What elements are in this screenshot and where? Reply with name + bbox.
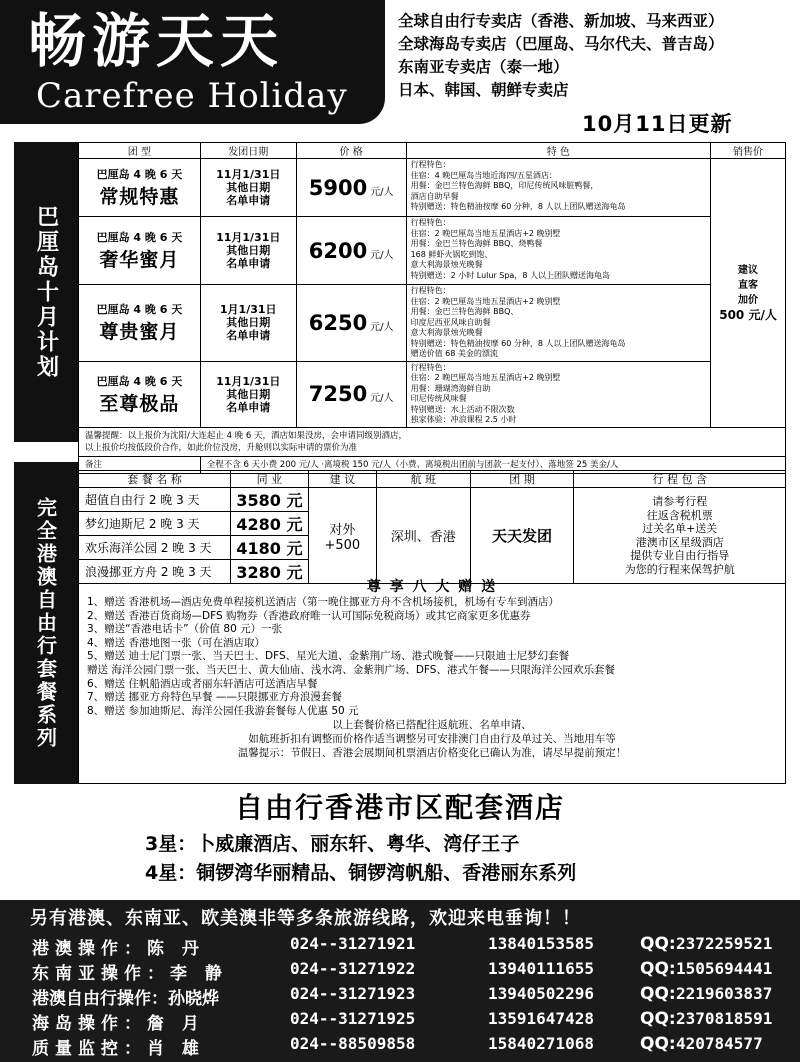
footnote-line: 以上套餐价格已搭配往返航班、名单申请、 xyxy=(332,719,532,732)
feature-line: 用餐：珊瑚湾海鲜自助 xyxy=(410,383,491,393)
feature-cell xyxy=(406,285,710,362)
table-row xyxy=(79,159,786,217)
contact-qq: 420784577 xyxy=(676,1034,763,1053)
feature-line: 特别赠送：特色精油按摩 60 分种，8 人以上团队赠送海龟岛 xyxy=(410,202,626,211)
contact-tel: 024--31271925 xyxy=(290,1009,416,1028)
store-item: 全球海岛专卖店（巴厘岛、马尔代夫、普吉岛） xyxy=(398,35,724,53)
date-text: 11月1/31日 xyxy=(216,231,281,244)
gift-item: 7、赠送 挪亚方舟特色早餐 ——只限挪亚方舟浪漫套餐 xyxy=(87,691,342,704)
price-value: 7250 xyxy=(308,382,368,406)
date-text: 其他日期 xyxy=(226,244,271,257)
feature-line: 特别赠送：2 小时 Lulur Spa，8 人以上团队赠送海龟岛 xyxy=(410,270,610,280)
bali-table xyxy=(78,142,786,474)
contact-row xyxy=(0,959,800,983)
feature-line: 独家体验：冲浪课程 2.5 小时 xyxy=(410,415,517,424)
update-date: 10月11日更新 xyxy=(582,112,733,136)
table-row xyxy=(79,361,786,427)
include-item: 提供专业自由行指导 xyxy=(630,549,730,562)
contact-mobile: 13940111655 xyxy=(488,959,594,978)
feature-line: 意大利海景烛光晚餐 xyxy=(410,328,483,337)
store-item: 全球自由行专卖店（香港、新加坡、马来西亚） xyxy=(398,12,724,30)
sale-text: 直客 xyxy=(738,279,759,291)
trade-price: 4180 元 xyxy=(230,536,308,560)
feature-line: 168 鲜虾火锅吃到饱、 xyxy=(410,249,493,259)
package-title: 奢华蜜月 xyxy=(99,249,180,271)
feature-line: 行程特色： xyxy=(410,160,451,169)
package-cell xyxy=(79,159,201,217)
date-text: 其他日期 xyxy=(226,387,271,401)
sale-price-cell xyxy=(711,159,786,428)
package-name: 超值自由行 2 晚 3 天 xyxy=(79,488,231,512)
contact-mobile: 13591647428 xyxy=(488,1009,594,1028)
column-header: 套 餐 名 称 xyxy=(79,471,231,488)
include-item: 往返含税机票 xyxy=(646,508,713,522)
hk-section-title: 完全港澳自由行套餐系列 xyxy=(14,462,78,784)
feature-line: 意大利海景烛光晚餐 xyxy=(410,260,483,269)
include-item: 请参考行程 xyxy=(652,495,708,508)
contact-role: 港澳自由行操作：孙晓烨 xyxy=(32,989,219,1009)
qq-label: QQ: xyxy=(640,959,676,979)
table-row xyxy=(79,285,786,362)
price-cell xyxy=(296,361,406,427)
store-item: 日本、韩国、朝鲜专卖店 xyxy=(398,81,569,99)
bali-section-title: 巴厘岛十月计划 xyxy=(14,142,78,442)
contact-mobile: 13940502296 xyxy=(488,984,594,1003)
contact-row xyxy=(0,1034,800,1058)
note-line: 以上报价均按低段价合作，如此价位没房，升舱则以实际申请的票价为准 xyxy=(85,442,358,453)
package-title: 尊贵蜜月 xyxy=(99,321,180,344)
feature-line: 印尼传统风味餐 xyxy=(410,394,467,403)
package-title: 常规特惠 xyxy=(99,186,180,208)
remark-label: 备注 xyxy=(79,456,201,473)
feature-line: 住宿：2 晚巴厘岛当地五星酒店+2 晚别墅 xyxy=(410,228,561,238)
price-unit: 元/人 xyxy=(370,186,394,198)
trade-price: 3580 元 xyxy=(230,488,308,512)
gift-item: 6、赠送 住帆船酒店或者丽东轩酒店可送酒店早餐 xyxy=(87,677,318,690)
package-name: 梦幻迪斯尼 2 晚 3 天 xyxy=(79,512,231,536)
remark-text: 全程不含 6 天小费 200 元/人 ·离境税 150 元/人（小费、离境税出团前与团款一起支付）、落地签 25 美金/人 xyxy=(200,456,785,473)
trade-price: 4280 元 xyxy=(230,512,308,536)
price-cell xyxy=(296,159,406,217)
feature-cell xyxy=(406,361,710,427)
gifts-list xyxy=(87,596,785,718)
contact-role: 海岛操作：詹 月 xyxy=(32,1014,205,1034)
contact-row xyxy=(0,984,800,1008)
sale-amount: 500 元/人 xyxy=(719,307,777,322)
feature-line: 赠送价值 68 美金的漂流 xyxy=(410,349,498,358)
feature-line: 印度尼西亚风味自助餐 xyxy=(410,317,491,327)
contact-qq: 1505694441 xyxy=(676,959,773,978)
note-line: 温馨提醒：以上报价为沈阳/大连起止 4 晚 6 天，酒店如果没房，会申请同级别酒店， xyxy=(85,430,407,441)
contact-tel: 024--31271922 xyxy=(290,959,416,978)
brand-name-en: Carefree Holiday xyxy=(36,76,348,116)
contact-row xyxy=(0,934,800,958)
feature-line: 用餐：金巴兰特色海鲜 BBQ、烧鸭餐 xyxy=(410,239,543,248)
column-header: 特 色 xyxy=(406,143,710,159)
hotels-title: 自由行香港市区配套酒店 xyxy=(234,791,565,824)
table-header-row xyxy=(79,143,786,159)
suggest-text: 对外 xyxy=(329,522,356,538)
contact-role: 质量监控：肖 雄 xyxy=(32,1039,205,1059)
brand-logo xyxy=(0,0,385,124)
column-header: 建 议 xyxy=(308,471,376,488)
feature-line: 住宿：2 晚巴厘岛当地五星酒店+2 晚别墅 xyxy=(410,373,561,382)
price-value: 6200 xyxy=(308,238,368,263)
package-cell xyxy=(79,217,201,285)
contact-tel: 024--88509858 xyxy=(290,1034,416,1053)
contact-mobile: 13840153585 xyxy=(488,934,594,953)
package-cell xyxy=(79,361,201,427)
feature-line: 用餐：金巴兰特色海鲜 BBQ，印尼传统风味脏鸭餐， xyxy=(410,181,599,190)
date-cell xyxy=(200,217,296,285)
feature-line: 行程特色： xyxy=(410,286,451,295)
date-text: 名单申请 xyxy=(226,329,271,343)
date-text: 11月1/31日 xyxy=(216,168,281,181)
contact-qq: 2370818591 xyxy=(676,1009,773,1028)
price-unit: 元/人 xyxy=(370,249,394,261)
gift-item: 2、赠送 香港百货商场—DFS 购物券（香港政府唯一认可国际免税商场）或其它商家更多优惠券 xyxy=(87,609,531,622)
hotels-3star: 3星：卜威廉酒店、丽东轩、粤华、湾仔王子 xyxy=(145,833,520,855)
price-unit: 元/人 xyxy=(370,393,394,404)
feature-cell xyxy=(406,159,710,217)
package-name: 浪漫挪亚方舟 2 晚 3 天 xyxy=(79,560,231,584)
column-header: 航 班 xyxy=(376,471,470,488)
column-header: 团 型 xyxy=(79,143,201,159)
package-subtitle: 巴厘岛 4 晚 6 天 xyxy=(96,231,183,244)
feature-line: 特别赠送：水上活动不限次数 xyxy=(410,404,515,414)
table-header-row xyxy=(79,471,786,488)
column-header: 团 期 xyxy=(470,471,574,488)
feature-line: 特别赠送：特色精油按摩 60 分种，8 人以上团队赠送海龟岛 xyxy=(410,338,626,348)
date-text: 1月1/31日 xyxy=(219,303,277,317)
sale-text: 建议 xyxy=(738,264,759,276)
include-item: 为您的行程来保驾护航 xyxy=(624,562,735,576)
gifts-footnote xyxy=(79,718,785,760)
contact-tel: 024--31271921 xyxy=(290,934,416,953)
notes-row xyxy=(79,427,786,456)
date-cell xyxy=(200,285,296,362)
package-name: 欢乐海洋公园 2 晚 3 天 xyxy=(79,536,231,560)
gift-item: 赠送 海洋公园门票一张、当天巴士、黄大仙庙、浅水湾、金紫荆广场、DFS、港式午餐——只限海洋公园欢乐套餐 xyxy=(87,663,615,676)
gift-item: 4、赠送 香港地图一张（可在酒店取） xyxy=(87,636,266,649)
footnote-line: 如航班折扣有调整而价格作适当调整另可安排澳门自由行及单过关、当地用车等 xyxy=(248,733,616,746)
price-unit: 元/人 xyxy=(370,321,394,333)
feature-line: 住宿：2 晚巴厘岛当地五星酒店+2 晚别墅 xyxy=(410,296,561,306)
contact-role: 东南亚操作：李 静 xyxy=(32,964,228,984)
qq-label: QQ: xyxy=(640,1034,676,1054)
feature-line: 行程特色： xyxy=(410,362,451,372)
package-cell xyxy=(79,285,201,362)
qq-label: QQ: xyxy=(640,1009,676,1029)
column-header: 销售价 xyxy=(711,143,786,159)
column-header: 价 格 xyxy=(296,143,406,159)
date-text: 11月1/31日 xyxy=(216,374,281,388)
trade-price: 3280 元 xyxy=(230,560,308,584)
footnote-line: 温馨提示：节假日、香港会展期间机票酒店价格变化已确认为准，请尽早提前预定！ xyxy=(237,747,627,760)
gifts-title: 尊 享 八 大 赠 送 xyxy=(366,579,498,595)
feature-cell xyxy=(406,217,710,285)
qq-label: QQ: xyxy=(640,984,676,1004)
contact-mobile: 15840271068 xyxy=(488,1034,594,1053)
contact-qq: 2219603837 xyxy=(676,984,773,1003)
tuan-cell: 天天发团 xyxy=(470,488,574,584)
package-subtitle: 巴厘岛 4 晚 6 天 xyxy=(96,374,183,388)
date-text: 其他日期 xyxy=(226,181,271,194)
date-cell xyxy=(200,361,296,427)
date-text: 名单申请 xyxy=(226,257,271,270)
gift-item: 5、赠送 迪士尼门票一张、当天巴士、DFS、星光大道、金紫荆广场、港式晚餐——只限迪士尼梦幻套餐 xyxy=(87,650,570,663)
contact-qq: 2372259521 xyxy=(676,934,773,953)
feature-line: 住宿：4 晚巴厘岛当地近海四/五星酒店： xyxy=(410,170,557,180)
package-title: 至尊极品 xyxy=(99,392,180,415)
package-subtitle: 巴厘岛 4 晚 6 天 xyxy=(96,168,183,181)
notes-cell xyxy=(79,427,786,456)
hotels-4star: 4星：铜锣湾华丽精品、铜锣湾帆船、香港丽东系列 xyxy=(145,862,577,884)
store-item: 东南亚专卖店（泰一地） xyxy=(398,58,569,76)
date-text: 名单申请 xyxy=(226,400,271,414)
contacts-panel xyxy=(0,900,800,1062)
date-text: 名单申请 xyxy=(226,194,271,207)
contact-row xyxy=(0,1009,800,1033)
table-row xyxy=(79,488,786,512)
column-header: 行 程 包 含 xyxy=(574,471,786,488)
contacts-slogan: 另有港澳、东南亚、欧美澳非等多条旅游线路，欢迎来电垂询！！ xyxy=(30,908,581,929)
brand-name-cn: 畅游天天 xyxy=(28,7,285,75)
table-row xyxy=(79,217,786,285)
hk-table xyxy=(78,470,786,584)
price-cell xyxy=(296,285,406,362)
contact-role: 港澳操作：陈 丹 xyxy=(32,939,205,959)
column-header: 发团日期 xyxy=(200,143,296,159)
suggest-text: +500 xyxy=(324,537,361,553)
contact-tel: 024--31271923 xyxy=(290,984,416,1003)
package-subtitle: 巴厘岛 4 晚 6 天 xyxy=(96,303,183,317)
gift-item: 1、赠送 香港机场—酒店免费单程接机送酒店（第一晚住挪亚方舟不含机场接机，机场有专车到酒店） xyxy=(87,596,560,608)
date-cell xyxy=(200,159,296,217)
price-value: 5900 xyxy=(308,175,368,200)
gifts-box xyxy=(78,570,786,784)
feature-line: 酒店自助早餐 xyxy=(410,191,459,201)
flight-cell: 深圳、香港 xyxy=(376,488,470,584)
price-value: 6250 xyxy=(308,310,368,335)
sale-text: 加价 xyxy=(738,294,759,306)
include-item: 过关名单+送关 xyxy=(642,522,718,535)
gift-item: 3、赠送“香港电话卡”（价值 80 元）一张 xyxy=(87,623,283,636)
price-cell xyxy=(296,217,406,285)
feature-line: 用餐：金巴兰特色海鲜 BBQ、 xyxy=(410,307,519,316)
gift-item: 8、赠送 参加迪斯尼、海洋公园任我游套餐每人优惠 50 元 xyxy=(87,704,359,717)
qq-label: QQ: xyxy=(640,934,676,954)
store-list xyxy=(398,10,798,102)
feature-line: 行程特色： xyxy=(410,218,451,227)
include-item: 港澳市区星级酒店 xyxy=(635,535,724,549)
date-text: 其他日期 xyxy=(226,316,271,330)
column-header: 同 业 xyxy=(230,471,308,488)
